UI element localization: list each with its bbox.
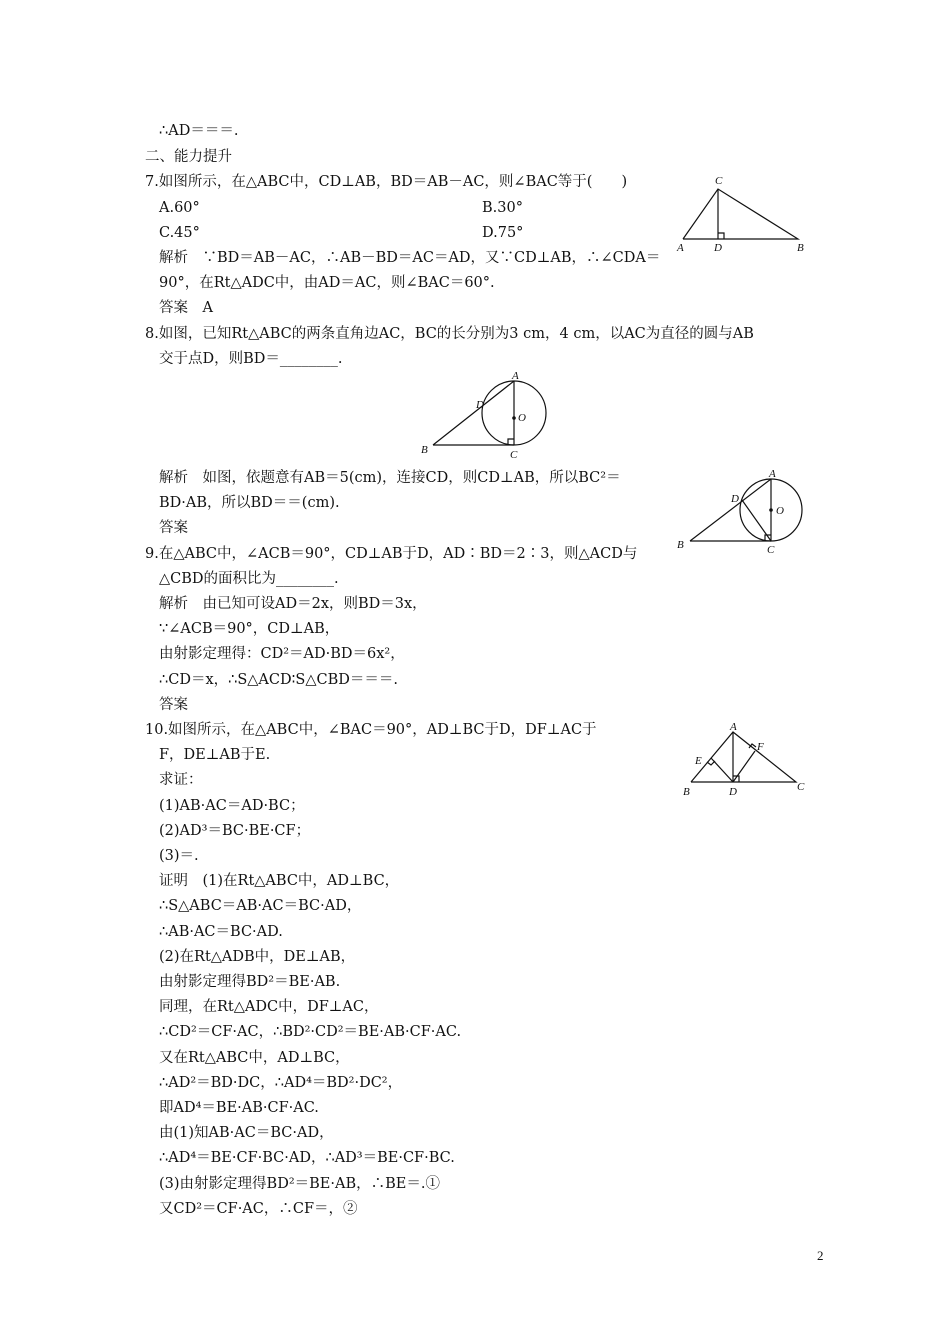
label-O: O	[518, 412, 526, 424]
text-line: 答案 A	[159, 300, 213, 316]
text-line: 即AD⁴＝BE·AB·CF·AC.	[159, 1100, 319, 1116]
label-E: E	[695, 755, 702, 767]
label-A: A	[677, 242, 684, 254]
text-line: 又在Rt△ABC中，AD⊥BC，	[159, 1050, 350, 1066]
text-line: ∴AD²＝BD·DC，∴AD⁴＝BD²·DC²，	[159, 1075, 403, 1091]
text-line: F，DE⊥AB于E.	[159, 747, 271, 763]
figure-q10-triangle	[678, 720, 813, 802]
text-line: B.30°	[482, 200, 523, 216]
label-C: C	[767, 544, 775, 556]
text-line: (3)＝.	[159, 848, 199, 864]
label-B: B	[677, 539, 684, 551]
label-D: D	[729, 786, 737, 798]
text-line: 交于点D，则BD＝________.	[159, 351, 343, 367]
figure-q8-circle	[416, 370, 566, 462]
text-line: 答案	[159, 697, 188, 713]
label-C: C	[715, 175, 723, 187]
text-line: 解析 ∵BD＝AB－AC，∴AB－BD＝AC＝AD，又∵CD⊥AB，∴∠CDA＝	[159, 250, 661, 266]
text-line: 7.如图所示，在△ABC中，CD⊥AB，BD＝AB－AC，则∠BAC等于( )	[145, 174, 628, 190]
text-line: 由射影定理得：CD²＝AD·BD＝6x²，	[159, 646, 405, 662]
text-line: (2)在Rt△ADB中，DE⊥AB，	[159, 949, 356, 965]
label-C: C	[797, 781, 805, 793]
text-line: (3)由射影定理得BD²＝BE·AB，∴BE＝.①	[159, 1176, 440, 1192]
text-line: 9.在△ABC中，∠ACB＝90°，CD⊥AB于D，AD∶BD＝2∶3，则△ACD与	[145, 546, 638, 562]
text-line: 10.如图所示，在△ABC中，∠BAC＝90°，AD⊥BC于D，DF⊥AC于	[145, 722, 597, 738]
text-line: 同理，在Rt△ADC中，DF⊥AC，	[159, 999, 379, 1015]
figure-q8-solution	[672, 466, 812, 558]
label-C: C	[510, 449, 518, 461]
text-line: ∴AD⁴＝BE·CF·BC·AD，∴AD³＝BE·CF·BC.	[159, 1150, 455, 1166]
label-A: A	[512, 370, 519, 382]
label-B: B	[421, 444, 428, 456]
text-line: 90°，在Rt△ADC中，由AD＝AC，则∠BAC＝60°.	[159, 275, 495, 291]
label-D: D	[476, 399, 484, 411]
label-B: B	[797, 242, 804, 254]
text-line: 又CD²＝CF·AC，∴CF＝，②	[159, 1201, 358, 1217]
label-A: A	[769, 468, 776, 480]
text-line: 8.如图，已知Rt△ABC的两条直角边AC，BC的长分别为3 cm，4 cm，以AC为直径的圆与AB	[145, 326, 754, 342]
label-O: O	[776, 505, 784, 517]
text-line: 解析 如图，依题意有AB＝5(cm)，连接CD，则CD⊥AB，所以BC²＝	[159, 470, 621, 486]
label-A: A	[730, 721, 737, 733]
text-line: ∴S△ABC＝AB·AC＝BC·AD，	[159, 898, 362, 914]
text-line: 求证：	[159, 772, 203, 788]
text-line: ∵∠ACB＝90°，CD⊥AB，	[159, 621, 340, 637]
text-line: 答案	[159, 520, 188, 536]
text-line: 由(1)知AB·AC＝BC·AD，	[159, 1125, 334, 1141]
label-D: D	[714, 242, 722, 254]
text-line: ∴CD＝x，∴S△ACD∶S△CBD＝＝＝.	[159, 672, 398, 688]
text-line: 由射影定理得BD²＝BE·AB.	[159, 974, 341, 990]
label-D: D	[731, 493, 739, 505]
figure-q7-triangle	[670, 172, 815, 257]
text-line: (2)AD³＝BC·BE·CF；	[159, 823, 311, 839]
page-number: 2	[817, 1248, 824, 1263]
text-line: A.60°	[159, 200, 200, 216]
text-line: BD·AB，所以BD＝＝(cm).	[159, 495, 340, 511]
label-B: B	[683, 786, 690, 798]
text-line: 证明 (1)在Rt△ABC中，AD⊥BC，	[159, 873, 400, 889]
text-line: 解析 由已知可设AD＝2x，则BD＝3x，	[159, 596, 427, 612]
text-line: (1)AB·AC＝AD·BC；	[159, 798, 305, 814]
text-line: △CBD的面积比为________.	[159, 571, 339, 587]
text-line: D.75°	[482, 225, 524, 241]
text-line: ∴AB·AC＝BC·AD.	[159, 924, 283, 940]
label-F: F	[757, 741, 764, 753]
text-line: ∴AD＝＝＝.	[159, 123, 239, 139]
text-line: ∴CD²＝CF·AC，∴BD²·CD²＝BE·AB·CF·AC.	[159, 1024, 462, 1040]
text-line: 二、能力提升	[145, 149, 232, 165]
text-line: C.45°	[159, 225, 200, 241]
